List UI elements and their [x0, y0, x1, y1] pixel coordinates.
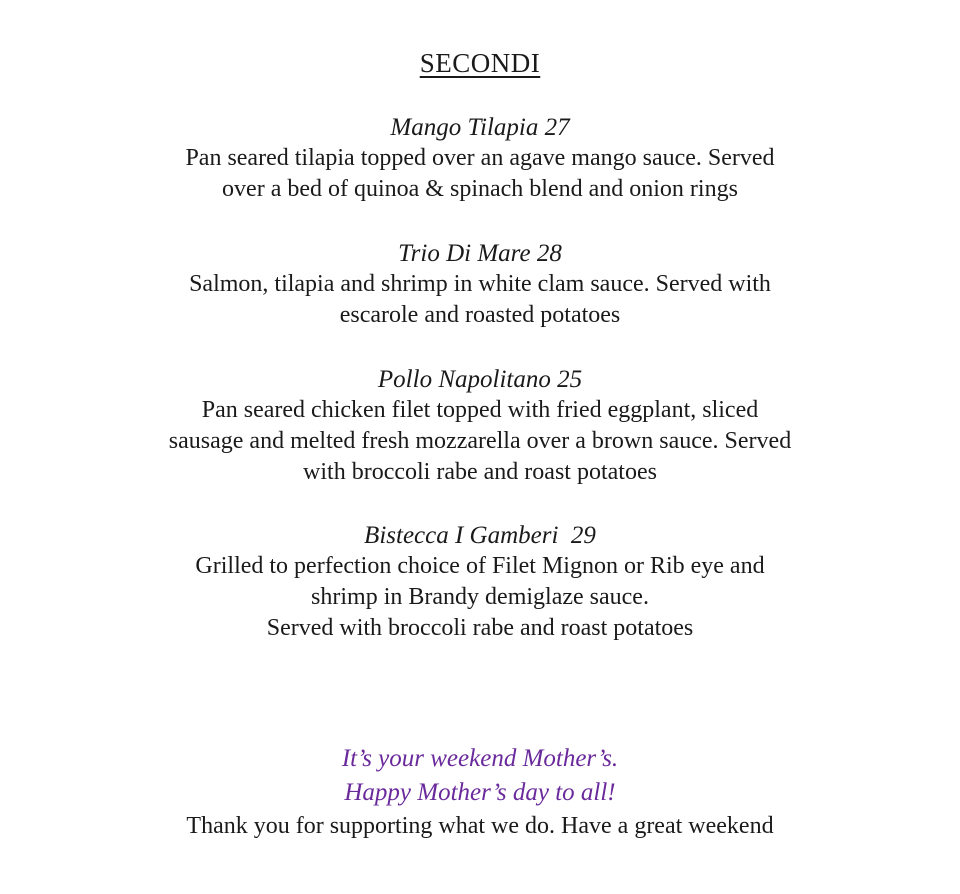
description-line: Salmon, tilapia and shrimp in white clam sauce. Served with — [189, 271, 771, 297]
menu-item-name: Pollo Napolitano 25 — [377, 366, 583, 393]
happy-mothers-day-line: Happy Mother’s day to all! — [344, 779, 616, 806]
section-title-text: SECONDI — [419, 48, 541, 78]
description-line: over a bed of quinoa & spinach blend and onion rings — [222, 176, 738, 202]
description-line: Pan seared tilapia topped over an agave mango sauce. Served — [185, 145, 775, 171]
thank-you-line: Thank you for supporting what we do. Have a great weekend — [186, 813, 774, 839]
menu-item-description — [0, 395, 960, 488]
section-title — [0, 46, 960, 80]
description-line: Served with broccoli rabe and roast potatoes — [266, 615, 694, 641]
mothers-weekend-line: It’s your weekend Mother’s. — [341, 745, 619, 772]
menu-item-description — [0, 269, 960, 331]
description-line: escarole and roasted potatoes — [339, 302, 621, 328]
menu-item-pollo-napolitano — [0, 364, 960, 488]
description-line: Grilled to perfection choice of Filet Mignon or Rib eye and — [195, 553, 765, 579]
menu-item-description — [0, 143, 960, 205]
menu-item-bistecca-i-gamberi — [0, 520, 960, 644]
description-line: shrimp in Brandy demiglaze sauce. — [311, 584, 649, 610]
description-line: Pan seared chicken filet topped with fried eggplant, sliced — [201, 397, 759, 423]
menu-item-mango-tilapia — [0, 112, 960, 205]
menu-item-name: Mango Tilapia 27 — [390, 114, 570, 141]
menu-item-name: Bistecca I Gamberi 29 — [364, 522, 596, 549]
menu-item-description — [0, 551, 960, 644]
description-line: with broccoli rabe and roast potatoes — [303, 459, 657, 485]
menu-item-trio-di-mare — [0, 238, 960, 331]
description-line: sausage and melted fresh mozzarella over a brown sauce. Served — [168, 428, 792, 454]
menu-item-name: Trio Di Mare 28 — [398, 240, 562, 267]
footer-message — [0, 742, 960, 842]
